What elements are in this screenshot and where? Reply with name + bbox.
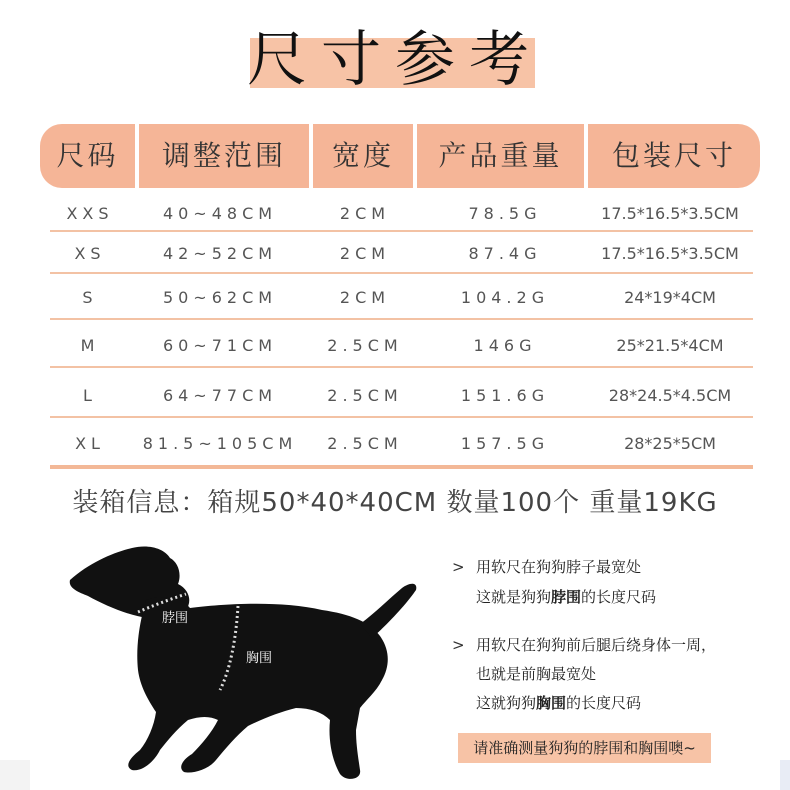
cell-range: 50~62CM [162, 288, 278, 307]
cell-weight: 104.2G [460, 288, 550, 307]
table-row [50, 420, 753, 468]
neck-note-line2 [476, 586, 656, 607]
neck-note-line1: 用软尺在狗狗脖子最宽处 [476, 558, 642, 576]
corner-decoration [0, 760, 30, 790]
cell-weight: 157.5G [460, 434, 550, 453]
row-divider [50, 366, 753, 368]
header-size: 尺码 [56, 139, 119, 172]
cell-package: 28*24.5*4.5CM [608, 386, 732, 405]
chest-label: 胸围 [246, 651, 273, 666]
page-title: 尺寸参考 [247, 25, 543, 95]
cell-package: 17.5*16.5*3.5CM [601, 204, 739, 223]
cell-weight: 87.4G [468, 244, 542, 263]
cell-width: 2.5CM [327, 336, 403, 355]
cell-size: XS [74, 244, 106, 263]
table-row [50, 322, 753, 370]
title-area [0, 8, 790, 95]
table-row [50, 372, 753, 420]
cell-range: 64~77CM [162, 386, 278, 405]
chest-note-text: 这就狗狗 [476, 694, 537, 712]
chest-note-text: 的长度尺码 [566, 694, 642, 712]
chest-note-line3 [476, 692, 641, 713]
packing-info: 装箱信息：箱规50*40*40CM 数量100个 重量19KG [72, 488, 718, 518]
chest-note [452, 634, 716, 655]
neck-note-bold: 脖围 [551, 588, 582, 606]
chest-note-bold: 胸围 [536, 694, 567, 712]
cell-size: M [80, 336, 100, 355]
neck-note [452, 556, 641, 577]
table-row [50, 230, 753, 278]
cell-size: XXS [66, 204, 114, 223]
cell-width: 2.5CM [327, 434, 403, 453]
cell-package: 24*19*4CM [624, 288, 716, 307]
cell-width: 2.5CM [327, 386, 403, 405]
row-divider [50, 416, 753, 418]
cell-width: 2CM [339, 244, 391, 263]
neck-note-text: 这就是狗狗 [476, 588, 552, 606]
cell-range: 42~52CM [162, 244, 278, 263]
cell-width: 2CM [339, 288, 391, 307]
cell-size: XL [75, 434, 105, 453]
cell-size: S [82, 288, 98, 307]
cell-weight: 78.5G [468, 204, 542, 223]
corner-decoration [780, 760, 790, 790]
neck-label: 脖围 [162, 611, 189, 626]
cell-width: 2CM [339, 204, 391, 223]
table-bottom-border [50, 465, 753, 469]
header-range: 调整范围 [161, 139, 286, 172]
cell-range: 60~71CM [162, 336, 278, 355]
row-divider [50, 318, 753, 320]
cell-package: 25*21.5*4CM [616, 336, 724, 355]
cell-range: 40~48CM [162, 204, 278, 223]
arrow-icon: > [452, 636, 465, 654]
cell-weight: 146G [473, 336, 537, 355]
neck-note-text: 的长度尺码 [581, 588, 657, 606]
cell-weight: 151.6G [460, 386, 550, 405]
header-package: 包装尺寸 [611, 139, 736, 172]
cell-range: 81.5~105CM [142, 434, 298, 453]
cell-size: L [83, 386, 97, 405]
chest-note-line2: 也就是前胸最宽处 [476, 665, 597, 683]
header-width: 宽度 [331, 139, 394, 172]
dog-silhouette-illustration [60, 540, 430, 785]
measure-hint-banner: 请准确测量狗狗的脖围和胸围噢~ [458, 733, 711, 763]
arrow-icon: > [452, 558, 465, 576]
chest-note-line1: 用软尺在狗狗前后腿后绕身体一周， [476, 636, 717, 654]
header-weight: 产品重量 [438, 139, 563, 172]
table-header [40, 124, 760, 188]
table-row [50, 274, 753, 322]
cell-package: 17.5*16.5*3.5CM [601, 244, 739, 263]
cell-package: 28*25*5CM [624, 434, 716, 453]
